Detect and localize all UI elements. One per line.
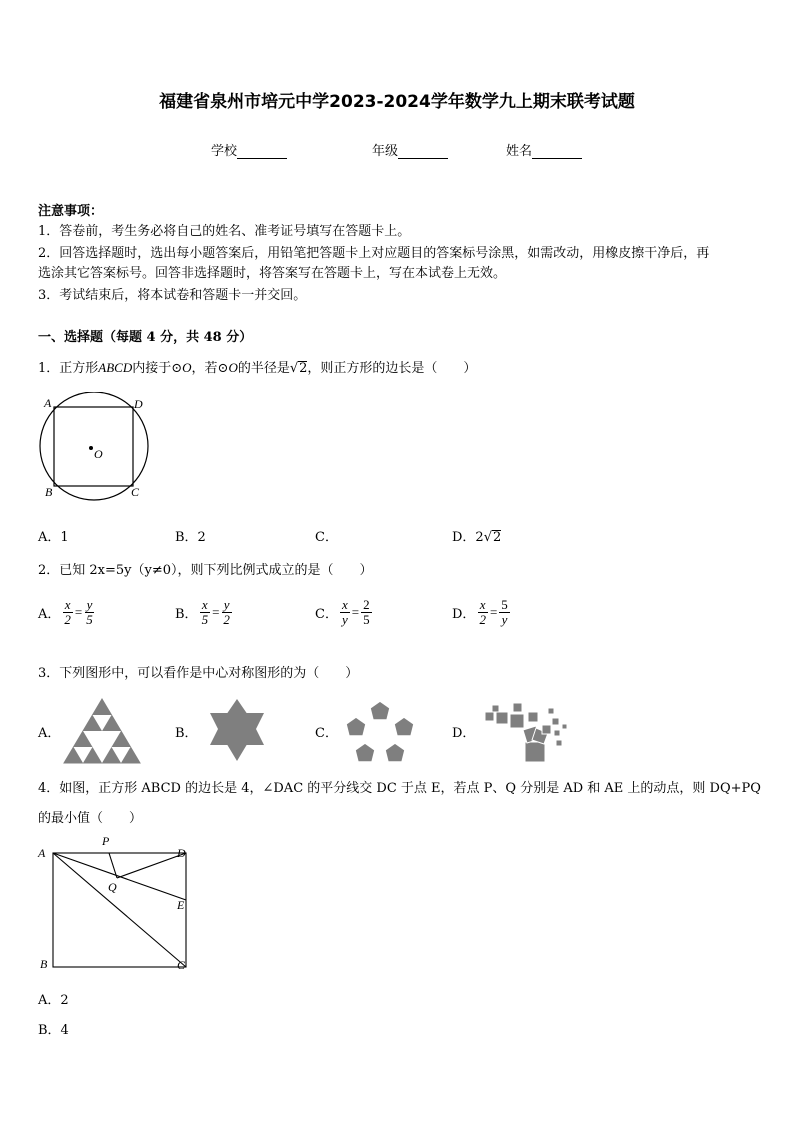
tree-square bbox=[562, 724, 567, 729]
note-item: 2．回答选择题时，选出每小题答案后，用铅笔把答题卡上对应题目的答案标号涂黑，如需改动，用橡皮擦干净后，再 bbox=[38, 246, 710, 261]
numerator: x bbox=[201, 597, 208, 612]
segment-dq bbox=[117, 853, 186, 878]
grade-blank bbox=[398, 146, 448, 159]
q3-option-c[interactable]: C． bbox=[315, 726, 338, 741]
denominator: 5 bbox=[363, 612, 370, 627]
fraction bbox=[499, 598, 510, 627]
label-e: E bbox=[177, 898, 185, 912]
pentagon bbox=[394, 717, 414, 736]
grade-label: 年级 bbox=[372, 144, 399, 159]
tree-square bbox=[528, 712, 538, 722]
q1-part: 1．正方形 bbox=[38, 361, 99, 376]
q3-text: 3．下列图形中，可以看作是中心对称图形的为（ ） bbox=[38, 666, 359, 681]
q1-option-a[interactable]: A．1 bbox=[38, 530, 69, 545]
q4-option-a[interactable]: A．2 bbox=[38, 993, 69, 1008]
fraction bbox=[200, 598, 211, 627]
tree-square bbox=[548, 708, 554, 714]
equals-sign: = bbox=[74, 604, 83, 620]
label-a: A bbox=[38, 846, 46, 860]
pentagon bbox=[355, 743, 375, 762]
label-q: Q bbox=[108, 880, 117, 894]
numerator: y bbox=[223, 597, 230, 612]
q3-option-d[interactable]: D． bbox=[452, 726, 476, 741]
pentagon-ring-figure bbox=[342, 697, 418, 763]
equals-sign: = bbox=[489, 604, 498, 620]
option-label: C． bbox=[315, 607, 338, 622]
numerator: y bbox=[86, 597, 93, 612]
q4-text-line2: 的最小值（ ） bbox=[38, 811, 143, 826]
radicand: 2 bbox=[299, 361, 308, 376]
section-heading: 一、选择题（每题 4 分，共 48 分） bbox=[38, 330, 253, 345]
tree-square bbox=[542, 725, 551, 734]
denominator: 5 bbox=[201, 612, 209, 627]
school-field bbox=[211, 140, 287, 159]
q1-var: O bbox=[228, 360, 238, 375]
name-blank bbox=[532, 146, 582, 159]
exam-title: 福建省泉州市培元中学2023-2024学年数学九上期末联考试题 bbox=[159, 92, 635, 112]
q4-option-b[interactable]: B．4 bbox=[38, 1023, 69, 1038]
school-label: 学校 bbox=[211, 144, 238, 159]
tree-square bbox=[554, 730, 560, 736]
sqrt-sign: √ bbox=[483, 530, 492, 545]
tree-square bbox=[510, 714, 524, 728]
sqrt-sign: √ bbox=[289, 361, 299, 376]
numerator: 5 bbox=[501, 597, 508, 612]
q1-option-b[interactable]: B．2 bbox=[175, 530, 206, 545]
q1-part: 的半径是 bbox=[237, 361, 290, 376]
note-item: 1．答卷前，考生务必将自己的姓名、准考证号填写在答题卡上。 bbox=[38, 224, 411, 239]
name-field bbox=[506, 140, 582, 159]
q1-text bbox=[38, 358, 476, 379]
denominator: 2 bbox=[223, 612, 230, 627]
q4-text-line1: 4．如图，正方形 ABCD 的边长是 4，∠DAC 的平分线交 DC 于点 E，若点 P、Q 分别是 AD 和 AE 上的动点，则 DQ+PQ bbox=[38, 781, 761, 796]
center-point bbox=[89, 446, 93, 450]
option-label: B． bbox=[175, 607, 198, 622]
notes-heading: 注意事项： bbox=[38, 204, 104, 219]
option-label: D． bbox=[452, 607, 476, 622]
tree-square bbox=[513, 703, 522, 712]
pentagon bbox=[370, 701, 390, 720]
q2-option-a[interactable] bbox=[38, 598, 97, 627]
label-d: D bbox=[134, 397, 143, 411]
denominator: 2 bbox=[64, 612, 71, 627]
label-c: C bbox=[131, 485, 140, 499]
pentagon bbox=[346, 717, 366, 736]
denominator: y bbox=[341, 612, 348, 627]
equals-sign: = bbox=[351, 604, 360, 620]
q1-option-c[interactable]: C． bbox=[315, 530, 338, 545]
denominator: 5 bbox=[86, 612, 93, 627]
tree-square bbox=[525, 742, 545, 762]
q3-option-b[interactable]: B． bbox=[175, 726, 198, 741]
star-shape bbox=[210, 699, 264, 761]
denominator: 2 bbox=[479, 612, 486, 627]
fraction bbox=[84, 598, 95, 627]
tree-square bbox=[492, 705, 499, 712]
q1-part: ，则正方形的边长是（ ） bbox=[307, 361, 477, 376]
q2-option-c[interactable] bbox=[315, 598, 374, 627]
tree-square bbox=[556, 740, 562, 746]
q1-figure bbox=[34, 392, 154, 507]
q4-figure bbox=[34, 832, 196, 976]
note-item: 选涂其它答案标号。回答非选择题时，将答案写在答题卡上，写在本试卷上无效。 bbox=[38, 266, 507, 281]
numerator: x bbox=[479, 597, 486, 612]
q1-var: ABCD bbox=[98, 360, 133, 375]
fraction bbox=[361, 598, 372, 627]
tree-square bbox=[552, 718, 559, 725]
fraction bbox=[221, 598, 232, 627]
radicand: 2 bbox=[493, 530, 502, 545]
numerator: x bbox=[341, 597, 348, 612]
label-a: A bbox=[44, 396, 52, 410]
sierpinski-triangle-figure bbox=[62, 697, 144, 765]
fraction bbox=[477, 598, 488, 627]
pythagoras-tree-figure bbox=[480, 700, 572, 764]
diagonal-ac bbox=[53, 853, 186, 967]
six-point-star-figure bbox=[205, 697, 269, 763]
note-item: 3．考试结束后，将本试卷和答题卡一并交回。 bbox=[38, 288, 307, 303]
circle-o bbox=[40, 392, 148, 500]
label-p: P bbox=[102, 834, 110, 848]
q2-option-d[interactable] bbox=[452, 598, 512, 627]
q1-part: 内接于⊙ bbox=[132, 361, 183, 376]
numerator: 2 bbox=[363, 597, 370, 612]
denominator: y bbox=[501, 612, 508, 627]
option-label: A． bbox=[38, 607, 61, 622]
label-c: C bbox=[177, 958, 186, 972]
school-blank bbox=[237, 146, 287, 159]
q1-option-d[interactable] bbox=[452, 526, 501, 545]
label-b: B bbox=[45, 485, 53, 499]
equals-sign: = bbox=[212, 604, 220, 620]
label-d: D bbox=[177, 846, 186, 860]
q2-option-b[interactable] bbox=[175, 598, 234, 627]
q1-option-d-prefix: D．2 bbox=[452, 530, 484, 545]
pentagon bbox=[385, 743, 405, 762]
label-o: O bbox=[94, 447, 103, 461]
q2-text: 2．已知 2x=5y（y≠0），则下列比例式成立的是（ ） bbox=[38, 563, 373, 578]
label-b: B bbox=[40, 957, 48, 971]
q3-option-a[interactable]: A． bbox=[38, 726, 61, 741]
grade-field bbox=[372, 140, 448, 159]
tree-square bbox=[496, 712, 508, 724]
q1-var: O bbox=[182, 360, 192, 375]
fraction bbox=[340, 598, 350, 627]
numerator: x bbox=[64, 597, 71, 612]
tree-square bbox=[485, 712, 494, 721]
q1-part: ，若⊙ bbox=[191, 361, 229, 376]
name-label: 姓名 bbox=[506, 144, 533, 159]
fraction bbox=[62, 598, 73, 627]
